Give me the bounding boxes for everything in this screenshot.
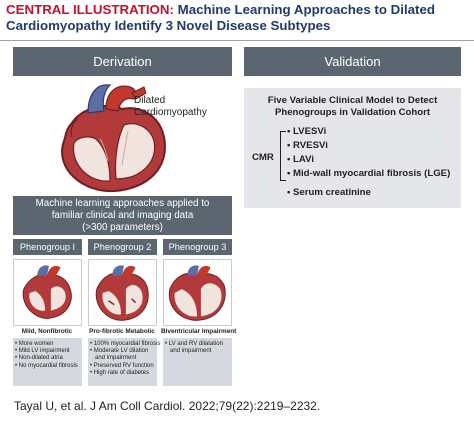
derivation-header: Derivation	[13, 47, 232, 76]
phenogroup-1-heart-image	[13, 259, 82, 326]
approach-line-2: familiar clinical and imaging data	[51, 209, 194, 221]
title-divider	[0, 40, 474, 41]
list-item: • Mild LV impairment	[15, 348, 70, 355]
list-item: • LV and RV dilatation	[165, 341, 223, 347]
phenogroup-2-header: Phenogroup 2	[88, 239, 157, 255]
list-item: • High rate of diabetes	[90, 369, 150, 376]
list-item: • More women	[15, 341, 54, 347]
phenogroup-3-features	[163, 338, 232, 386]
title-line-1-text: Machine Learning Approaches to Dilated	[177, 2, 435, 17]
validation-header: Validation	[244, 47, 461, 76]
title-prefix: CENTRAL ILLUSTRATION:	[6, 2, 174, 17]
ml-approach-box	[13, 196, 232, 235]
phenogroup-2-label: Pro-fibrotic Metabolic	[89, 328, 155, 335]
phenogroup-3-heart-image	[163, 259, 232, 326]
phenogroup-2-features	[88, 338, 161, 386]
phenogroup-3-label: Biventricular Impairment	[161, 328, 237, 335]
variable-lvesvi: • LVESVi	[287, 126, 327, 137]
approach-line-3: (>300 parameters)	[82, 221, 163, 233]
illustration-title	[6, 2, 472, 34]
heart-caption-line-1: Dilated	[134, 95, 166, 106]
list-item: • 100% myocardial fibrosis	[90, 341, 161, 347]
list-item: • Non-dilated atria	[15, 355, 63, 362]
variable-lavi: • LAVi	[287, 154, 314, 165]
variable-rvesvi: • RVESVi	[287, 140, 328, 151]
phenogroup-1-label: Mild, Nonfibrotic	[21, 328, 73, 335]
list-item: • Preserved RV function	[90, 362, 154, 369]
variable-lge: • Mid-wall myocardial fibrosis (LGE)	[287, 168, 451, 179]
cmr-bracket	[280, 131, 286, 181]
validation-heading-line-2: Phenogroups in Validation Cohort	[274, 107, 431, 118]
title-line-1	[6, 2, 472, 18]
phenogroup-3-header: Phenogroup 3	[163, 239, 232, 255]
heart-caption-line-2: Cardiomyopathy	[134, 107, 207, 118]
title-line-2: Cardiomyopathy Identify 3 Novel Disease Subtypes	[6, 18, 331, 33]
list-item: • No myocardial fibrosis	[15, 362, 78, 369]
heart-caption	[134, 95, 207, 119]
validation-heading	[244, 95, 461, 119]
approach-line-1: Machine learning approaches applied to	[35, 197, 210, 209]
list-item: and impairment	[95, 355, 137, 362]
list-item: • Moderate LV dilation	[90, 348, 149, 355]
variable-creatinine: • Serum creatinine	[287, 187, 371, 198]
cmr-label: CMR	[252, 152, 274, 163]
validation-heading-line-1: Five Variable Clinical Model to Detect	[267, 95, 438, 106]
phenogroup-1-header: Phenogroup I	[13, 239, 82, 255]
phenogroup-2-heart-image	[88, 259, 157, 326]
citation: Tayal U, et al. J Am Coll Cardiol. 2022;79(22):2219–2232.	[14, 399, 321, 413]
phenogroup-1-features	[13, 338, 82, 386]
list-item: and impairment	[170, 348, 212, 355]
